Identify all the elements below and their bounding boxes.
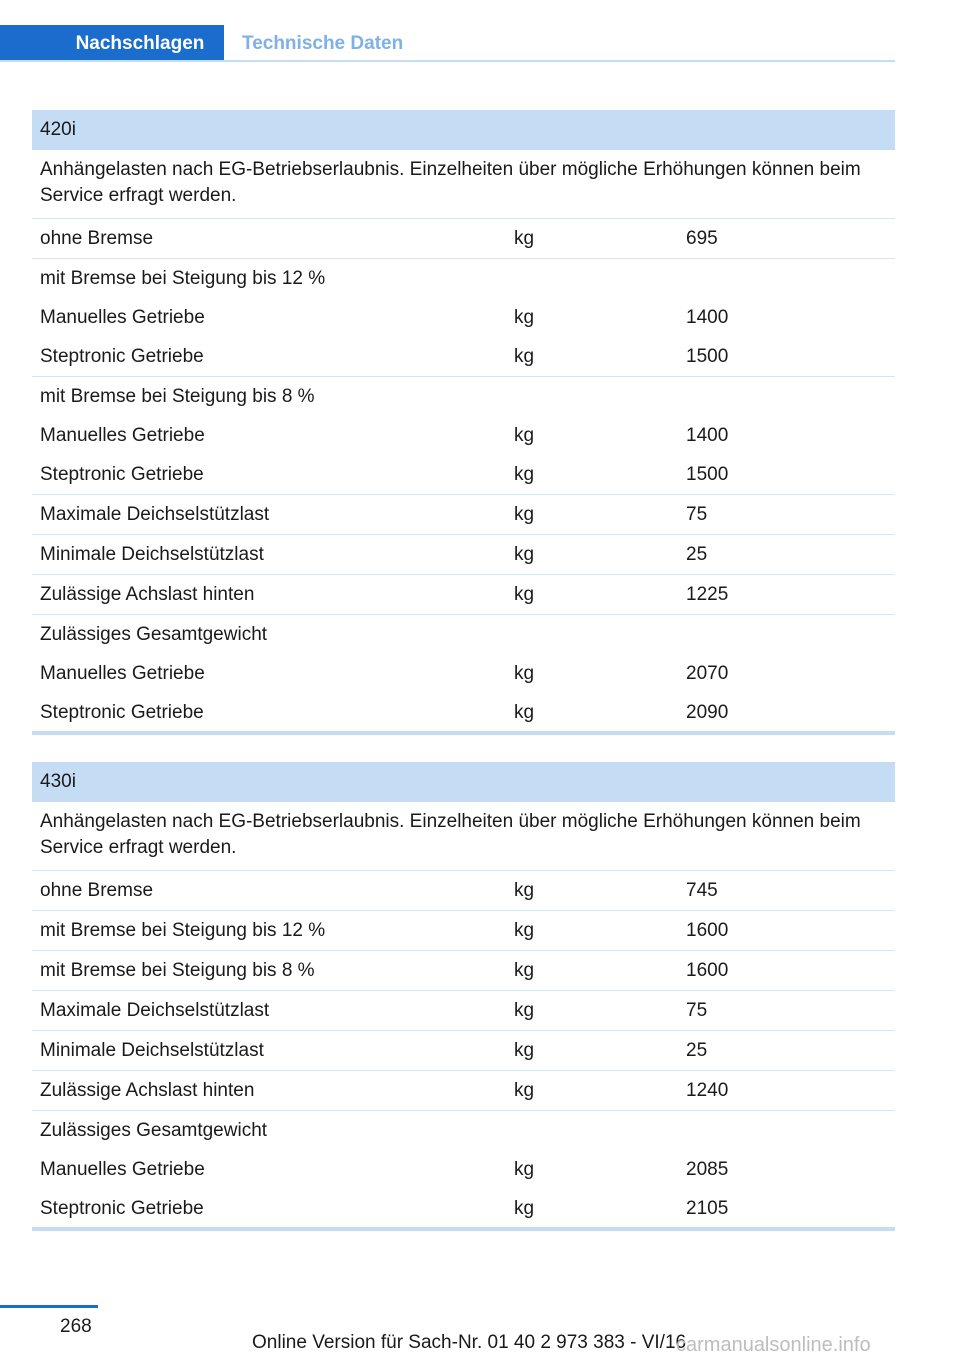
table-row	[32, 654, 895, 693]
table-430i	[32, 762, 895, 1231]
row-unit: kg	[514, 702, 535, 723]
row-label: Steptronic Getriebe	[40, 1198, 204, 1219]
table-row	[32, 575, 895, 615]
table-420i	[32, 110, 895, 735]
tab-technische-daten[interactable]	[242, 25, 403, 62]
row-unit: kg	[514, 228, 535, 249]
table-row	[32, 1189, 895, 1231]
table-row	[32, 455, 895, 495]
row-label: Minimale Deichselstützlast	[40, 544, 264, 565]
row-unit: kg	[514, 464, 535, 485]
row-label: mit Bremse bei Steigung bis 12 %	[40, 268, 326, 289]
row-unit: kg	[514, 584, 535, 605]
page-number-rule	[0, 1305, 98, 1308]
row-unit: kg	[514, 663, 535, 684]
row-unit: kg	[514, 1000, 535, 1021]
table-row	[32, 219, 895, 259]
table-row	[32, 259, 895, 298]
row-label: Minimale Deichselstützlast	[40, 1040, 264, 1061]
row-label: mit Bremse bei Steigung bis 8 %	[40, 960, 315, 981]
page-header	[0, 0, 895, 62]
row-label: Steptronic Getriebe	[40, 702, 204, 723]
row-label: Zulässiges Gesamtgewicht	[40, 1120, 268, 1141]
row-label: mit Bremse bei Steigung bis 12 %	[40, 920, 326, 941]
row-value: 1240	[686, 1080, 729, 1101]
row-unit: kg	[514, 920, 535, 941]
table-row	[32, 615, 895, 654]
row-value: 1500	[686, 464, 729, 485]
table-row	[32, 951, 895, 991]
row-value: 75	[686, 1000, 708, 1021]
row-value: 2070	[686, 663, 729, 684]
table-row	[32, 298, 895, 337]
page-number: 268	[60, 1316, 92, 1337]
table-title: 420i	[32, 110, 895, 150]
row-unit: kg	[514, 1198, 535, 1219]
row-unit: kg	[514, 960, 535, 981]
row-unit: kg	[514, 1040, 535, 1061]
row-value: 745	[686, 880, 718, 901]
row-value: 25	[686, 1040, 708, 1061]
row-label: ohne Bremse	[40, 228, 154, 249]
table-note: Anhängelasten nach EG-Betriebserlaubnis. Einzelheiten über mögliche Erhöhungen können beim Service erfragt werden.	[32, 150, 895, 219]
row-unit: kg	[514, 880, 535, 901]
table-row	[32, 416, 895, 455]
row-label: Manuelles Getriebe	[40, 663, 205, 684]
online-version-text: Online Version für Sach-Nr. 01 40 2 973 383 - VI/16	[252, 1332, 687, 1353]
table-row	[32, 535, 895, 575]
row-label: Zulässiges Gesamtgewicht	[40, 624, 268, 645]
table-row	[32, 1150, 895, 1189]
row-value: 25	[686, 544, 708, 565]
row-value: 1225	[686, 584, 729, 605]
row-label: Maximale Deichselstützlast	[40, 504, 270, 525]
table-row	[32, 1111, 895, 1150]
table-note: Anhängelasten nach EG-Betriebserlaubnis. Einzelheiten über mögliche Erhöhungen können beim Service erfragt werden.	[32, 802, 895, 871]
row-label: Manuelles Getriebe	[40, 1159, 205, 1180]
row-value: 2085	[686, 1159, 729, 1180]
tab-nachschlagen[interactable]	[0, 25, 224, 62]
row-value: 695	[686, 228, 718, 249]
row-unit: kg	[514, 544, 535, 565]
table-row	[32, 1071, 895, 1111]
row-label: Manuelles Getriebe	[40, 307, 205, 328]
row-label: Maximale Deichselstützlast	[40, 1000, 270, 1021]
row-unit: kg	[514, 1159, 535, 1180]
row-label: mit Bremse bei Steigung bis 8 %	[40, 386, 315, 407]
table-row	[32, 377, 895, 416]
table-row	[32, 1031, 895, 1071]
row-label: ohne Bremse	[40, 880, 154, 901]
row-value: 2090	[686, 702, 729, 723]
tab-nachschlagen-label: Nachschlagen	[75, 32, 205, 54]
table-row	[32, 495, 895, 535]
row-value: 1400	[686, 307, 729, 328]
header-divider	[0, 60, 895, 62]
row-unit: kg	[514, 1080, 535, 1101]
row-label: Zulässige Achslast hinten	[40, 1080, 255, 1101]
row-unit: kg	[514, 307, 535, 328]
row-value: 75	[686, 504, 708, 525]
table-row	[32, 337, 895, 377]
row-label: Zulässige Achslast hinten	[40, 584, 255, 605]
table-row	[32, 871, 895, 911]
row-value: 1400	[686, 425, 729, 446]
row-label: Steptronic Getriebe	[40, 464, 204, 485]
row-unit: kg	[514, 346, 535, 367]
row-label: Steptronic Getriebe	[40, 346, 204, 367]
tab-technische-daten-label: Technische Daten	[242, 32, 404, 54]
table-row	[32, 911, 895, 951]
row-unit: kg	[514, 425, 535, 446]
table-row	[32, 693, 895, 735]
row-value: 1600	[686, 920, 729, 941]
row-unit: kg	[514, 504, 535, 525]
row-value: 1500	[686, 346, 729, 367]
row-value: 2105	[686, 1198, 729, 1219]
watermark: carmanualsonline.info	[676, 1334, 871, 1356]
row-label: Manuelles Getriebe	[40, 425, 205, 446]
row-value: 1600	[686, 960, 729, 981]
table-title: 430i	[32, 762, 895, 802]
table-row	[32, 991, 895, 1031]
